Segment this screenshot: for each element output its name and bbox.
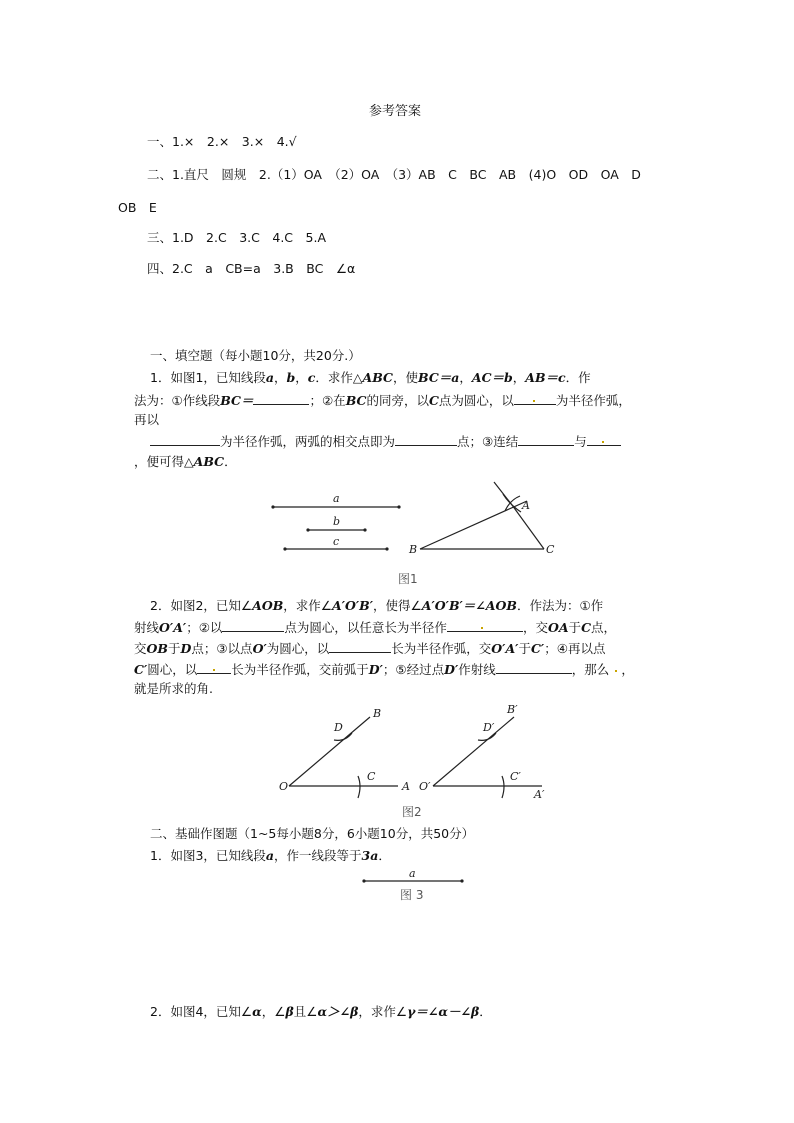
label-b: b	[333, 515, 341, 528]
label-a: a	[409, 867, 416, 880]
label-A: A	[402, 780, 410, 793]
label-D1: D′	[483, 721, 495, 734]
q1-line-1: 1．如图1，已知线段a，b，c．求作△ABC，使BC＝a，AC＝b，AB＝c．作	[150, 370, 591, 385]
s2-q1: 1．如图3，已知线段a，作一线段等于3a．	[150, 848, 391, 863]
label-C1: C′	[510, 770, 521, 783]
section2-heading: 二、基础作图题（1~5每小题8分，6小题10分，共50分）	[150, 826, 475, 841]
label-C: C	[546, 543, 555, 556]
answers-line-4: 四、2.C a CB=a 3.B BC ∠α	[147, 261, 356, 276]
q2-line-3: 交OB于D点；③以点O′为圆心，以 长为半径作弧，交O′A′于C′；④再以点	[134, 641, 606, 656]
q1-line-5: ，便可得△ABC．	[134, 454, 237, 469]
label-B: B	[373, 707, 382, 720]
label-a: a	[333, 492, 340, 505]
s2-q2: 2．如图4，已知∠α，∠β且∠α＞∠β，求作∠γ＝∠α－∠β．	[150, 1004, 492, 1019]
figure-1-caption: 图1	[398, 572, 418, 586]
q2-line-4: C′圆心，以 长为半径作弧，交前弧于D′；⑤经过点D′作射线 ，那么 ，	[134, 662, 634, 677]
q1-line-2: 法为：①作线段BC＝ ；②在BC的同旁，以C点为圆心，以 为半径作弧，	[134, 393, 631, 408]
figure-2-caption: 图2	[402, 805, 422, 819]
label-C: C	[367, 770, 376, 783]
answers-line-2: 二、1.直尺 圆规 2.（1）OA （2）OA （3）AB C BC AB (4)O OD OA D	[147, 167, 641, 182]
answers-line-1: 一、1.× 2.× 3.× 4.√	[147, 134, 297, 149]
label-A1: A′	[534, 788, 545, 801]
label-c: c	[333, 535, 340, 548]
label-A: A	[522, 499, 530, 512]
section1-heading: 一、填空题（每小题10分，共20分.）	[150, 348, 361, 363]
label-D: D	[334, 721, 343, 734]
figure-3-caption: 图 3	[400, 888, 424, 902]
q2-line-2: 射线O′A′；②以 点为圆心，以任意长为半径作 ，交OA于C点，	[134, 620, 617, 635]
answers-line-3: 三、1.D 2.C 3.C 4.C 5.A	[147, 230, 326, 245]
q2-line-5: 就是所求的角.	[134, 681, 213, 696]
q1-line-3: 再以	[134, 412, 160, 427]
q2-line-1: 2．如图2，已知∠AOB，求作∠A′O′B′，使得∠A′O′B′＝∠AOB．作法为：①作	[150, 598, 604, 613]
label-B: B	[409, 543, 418, 556]
answers-line-2b: OB E	[118, 200, 157, 215]
label-O1: O′	[419, 780, 431, 793]
answers-title: 参考答案	[369, 104, 422, 119]
label-O: O	[279, 780, 289, 793]
q1-line-4: 为半径作弧，两弧的相交点即为 点；③连结 与	[150, 432, 621, 451]
label-B1: B′	[507, 703, 518, 716]
